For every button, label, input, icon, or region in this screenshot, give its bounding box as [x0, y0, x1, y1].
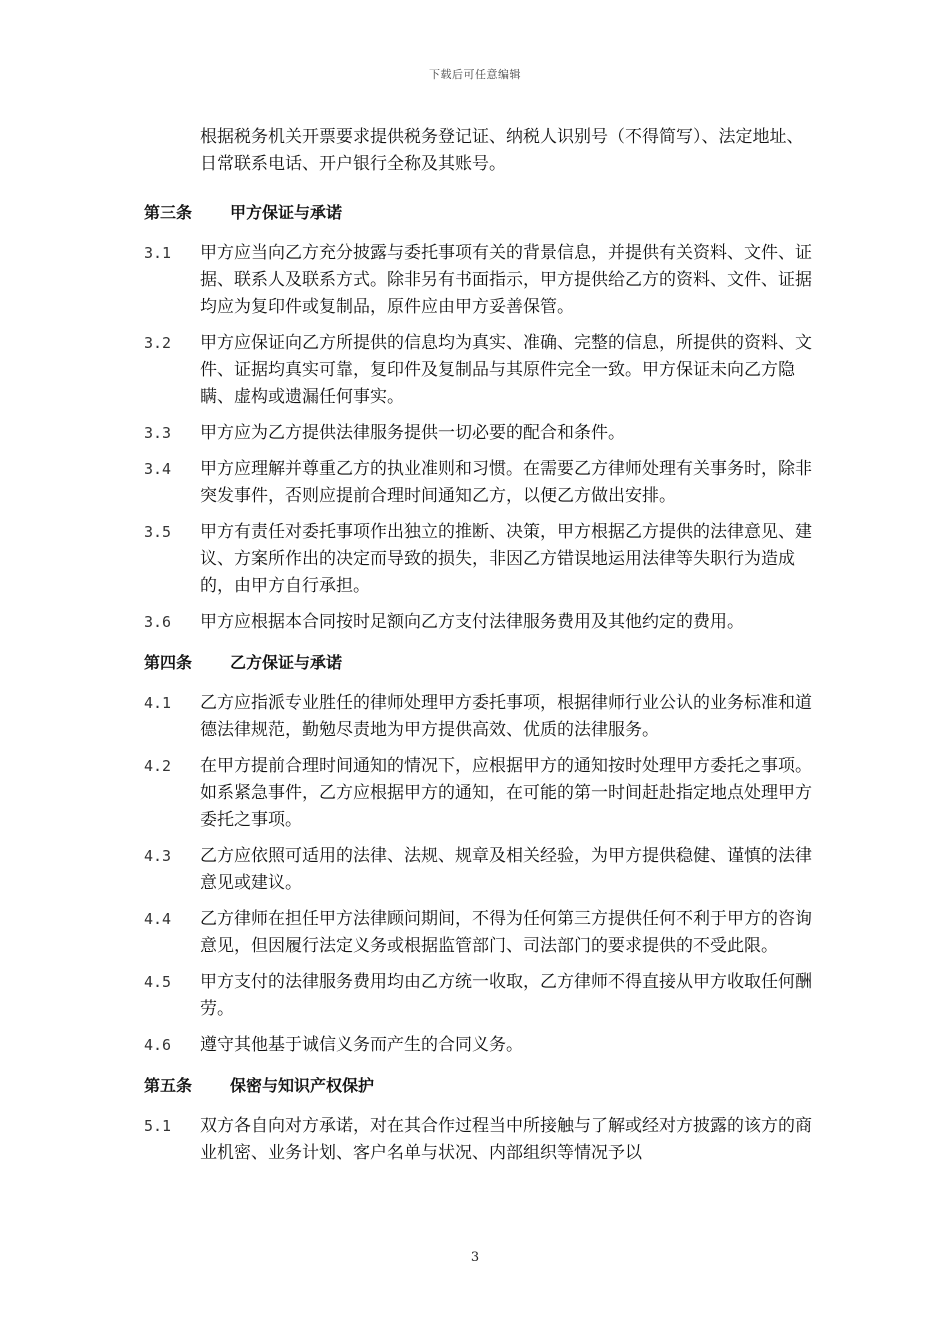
- section-heading: [144, 198, 816, 228]
- document-body: [144, 124, 816, 1176]
- section-heading: [144, 1071, 816, 1101]
- clause-text: 乙方律师在担任甲方法律顾问期间，不得为任何第三方提供任何不利于甲方的咨询意见，但因履行法定义务或根据监管部门、司法部门的要求提供的不受此限。: [200, 909, 812, 956]
- clause: [144, 240, 816, 321]
- clause-number: 4.1: [144, 694, 172, 712]
- clause: [144, 420, 816, 447]
- clause-number: 3.2: [144, 334, 172, 352]
- clause-number: 3.1: [144, 244, 172, 262]
- clause-number: 3.3: [144, 424, 172, 442]
- clause: [144, 330, 816, 411]
- clause: [144, 969, 816, 1023]
- clause-number: 4.3: [144, 847, 172, 865]
- section-title: 保密与知识产权保护: [230, 1076, 375, 1095]
- clause-number: 4.5: [144, 973, 172, 991]
- intro-paragraph: 根据税务机关开票要求提供税务登记证、纳税人识别号（不得简写）、法定地址、日常联系电话、开户银行全称及其账号。: [200, 127, 804, 174]
- clause: [144, 753, 816, 834]
- clause-text: 甲方应根据本合同按时足额向乙方支付法律服务费用及其他约定的费用。: [200, 612, 744, 632]
- clause-number: 4.6: [144, 1036, 172, 1054]
- clause: [144, 906, 816, 960]
- clause-number: 4.4: [144, 910, 172, 928]
- clause-text: 在甲方提前合理时间通知的情况下，应根据甲方的通知按时处理甲方委托之事项。如系紧急事件，乙方应根据甲方的通知，在可能的第一时间赶赴指定地点处理甲方委托之事项。: [200, 756, 812, 830]
- clause-text: 甲方应理解并尊重乙方的执业准则和习惯。在需要乙方律师处理有关事务时，除非突发事件，否则应提前合理时间通知乙方，以便乙方做出安排。: [200, 459, 812, 506]
- page-number: 3: [470, 1250, 480, 1265]
- section-number: 第五条: [144, 1076, 193, 1095]
- page-header: 下载后可任意编辑: [429, 68, 521, 81]
- clause: [144, 609, 816, 636]
- clause-text: 乙方应指派专业胜任的律师处理甲方委托事项，根据律师行业公认的业务标准和道德法律规范，勤勉尽责地为甲方提供高效、优质的法律服务。: [200, 693, 812, 740]
- clause-number: 3.4: [144, 460, 172, 478]
- clause-text: 乙方应依照可适用的法律、法规、规章及相关经验，为甲方提供稳健、谨慎的法律意见或建议。: [200, 846, 812, 893]
- clause-number: 3.6: [144, 613, 172, 631]
- clause-number: 4.2: [144, 757, 172, 775]
- clause-text: 甲方应当向乙方充分披露与委托事项有关的背景信息，并提供有关资料、文件、证据、联系人及联系方式。除非另有书面指示，甲方提供给乙方的资料、文件、证据均应为复印件或复制品，原件应由甲方妥善保管。: [200, 243, 812, 317]
- clause-text: 遵守其他基于诚信义务而产生的合同义务。: [200, 1035, 523, 1055]
- section-title: 乙方保证与承诺: [230, 653, 343, 672]
- section-heading: [144, 648, 816, 678]
- clause-text: 甲方应为乙方提供法律服务提供一切必要的配合和条件。: [200, 423, 625, 443]
- clause: [144, 519, 816, 600]
- clause: [144, 843, 816, 897]
- section-number: 第四条: [144, 653, 193, 672]
- clause-text: 甲方有责任对委托事项作出独立的推断、决策，甲方根据乙方提供的法律意见、建议、方案所作出的决定而导致的损失，非因乙方错误地运用法律等失职行为造成的，由甲方自行承担。: [200, 522, 812, 596]
- section-title: 甲方保证与承诺: [230, 203, 343, 222]
- clause-number: 3.5: [144, 523, 172, 541]
- clause: [144, 1032, 816, 1059]
- clause: [144, 690, 816, 744]
- clause-text: 双方各自向对方承诺，对在其合作过程当中所接触与了解或经对方披露的该方的商业机密、业务计划、客户名单与状况、内部组织等情况予以: [200, 1116, 812, 1163]
- clause-text: 甲方支付的法律服务费用均由乙方统一收取，乙方律师不得直接从甲方收取任何酬劳。: [200, 972, 812, 1019]
- clause: [144, 1113, 816, 1167]
- section-number: 第三条: [144, 203, 193, 222]
- clause-text: 甲方应保证向乙方所提供的信息均为真实、准确、完整的信息，所提供的资料、文件、证据均真实可靠，复印件及复制品与其原件完全一致。甲方保证未向乙方隐瞒、虚构或遗漏任何事实。: [200, 333, 812, 407]
- clause-number: 5.1: [144, 1117, 172, 1135]
- clause: [144, 456, 816, 510]
